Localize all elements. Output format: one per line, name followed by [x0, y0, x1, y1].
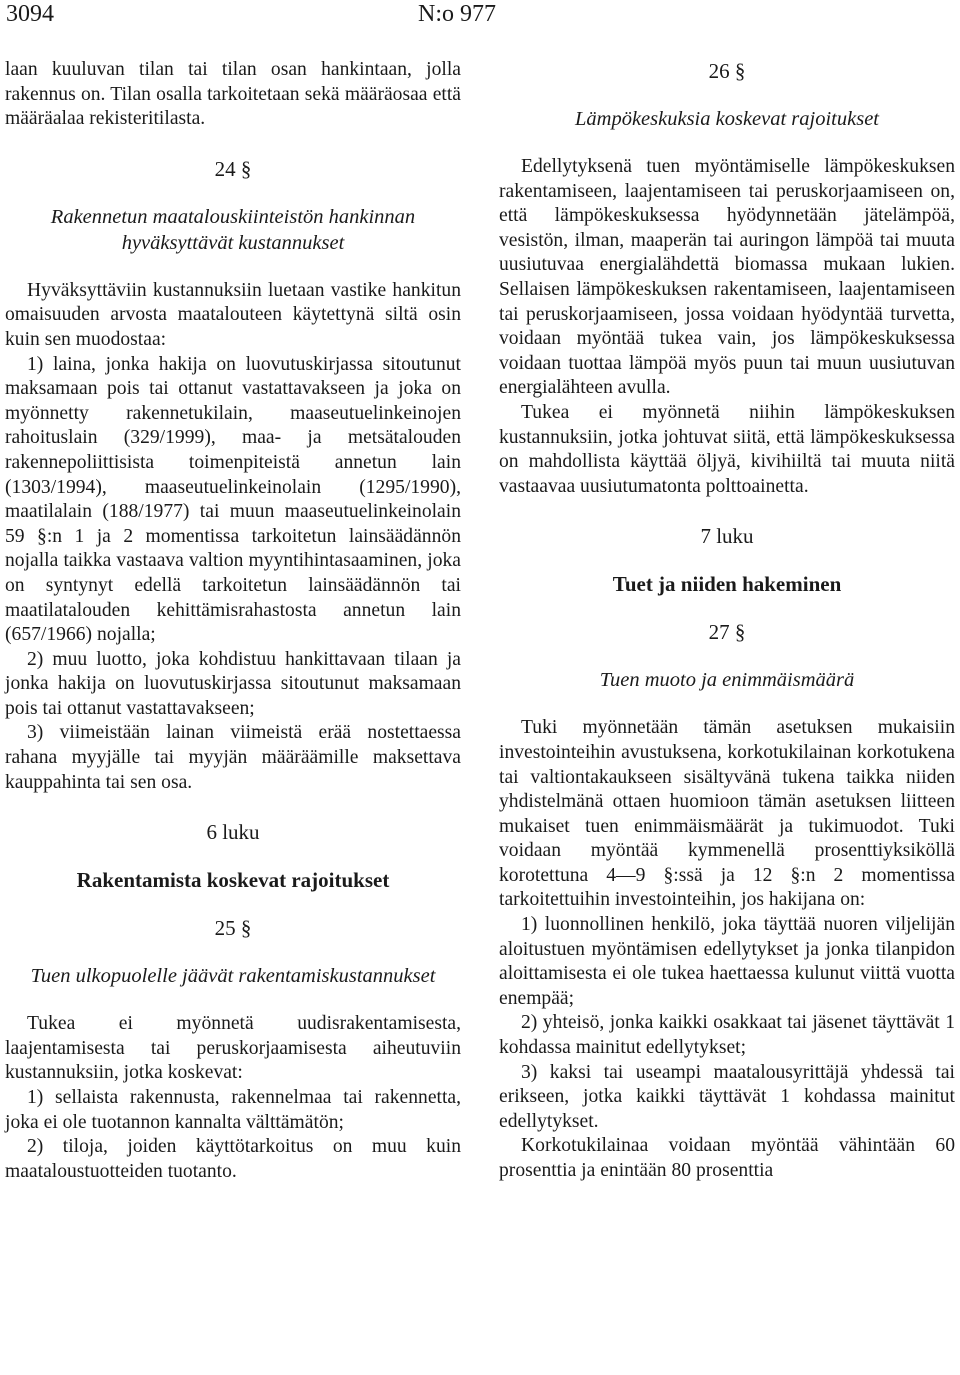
- section-25-number: 25 §: [214, 916, 252, 941]
- section-27-item-2: 2) yhteisö, jonka kaikki osakkaat tai jäsenet täyttävät 1 kohdassa mainitut edellytykset;: [499, 1012, 955, 1059]
- section-27-paragraph-2: Korkotukilainaa voidaan myöntää vähintään 60 prosenttia ja enintään 80 prosenttia: [499, 1135, 955, 1181]
- issue-number: N:o 977: [418, 1, 496, 27]
- intro-paragraph: laan kuuluvan tilan tai tilan osan hankintaan, jolla rakennus on. Tilan osalla tarkoitetaan sekä määräosaa että määräalaa rekisteritilasta.: [5, 59, 461, 130]
- section-26-paragraph-2: Tukea ei myönnetä niihin lämpökeskuksen kustannuksiin, jotka johtuvat siitä, että lämpökeskuksessa on mahdollista käyttää öljyä, kivihiiltä tai muuta niitä vastaavaa uusiutumatonta polttoainetta.: [499, 401, 955, 497]
- section-24-number: 24 §: [214, 156, 252, 181]
- section-24-item-1: 1) laina, jonka hakija on luovutuskirjassa sitoutunut maksamaan pois tai ottanut vastattavakseen ja joka on myönnetty rakennetukilain, maaseutuelinkeinojen rahoituslain (329/1999), maa- ja metsätalouden rakennepoliittisista toimenpiteistä annetun lain (1303/1994), maaseutuelinkeinolain (1295/1990), maatilalain (188/1977) tai muun maaseutuelinkeinolain 59 §:n 1 ja 2 momentissa tarkoitetun lainsäädännön nojalla taikka vastaava valtion myyntihintasaaminen, joka on syntynyt edellä tarkoitetun lainsäädännön tai maatilatalouden kehittämisrahastosta annetun lain (657/1966) nojalla;: [5, 353, 461, 646]
- section-25-item-1: 1) sellaista rakennusta, rakennelmaa tai rakennetta, joka ei ole tuotannon kannalta välttämätön;: [5, 1087, 461, 1133]
- section-24-paragraph-1: Hyväksyttäviin kustannuksiin luetaan vastike hankitun omaisuuden arvosta maatalouteen käytettynä siltä osin kuin sen muodostaa:: [5, 279, 461, 350]
- section-27-item-3: 3) kaksi tai useampi maatalousyrittäjä yhdessä tai erikseen, jotka kaikki täyttävät 1 kohdassa mainitut edellytykset.: [499, 1061, 955, 1132]
- section-27-number: 27 §: [708, 620, 746, 645]
- section-25-item-2: 2) tiloja, joiden käyttötarkoitus on muu kuin maataloustuotteiden tuotanto.: [5, 1136, 461, 1182]
- section-26-number: 26 §: [708, 59, 746, 83]
- section-24-title: Rakennetun maatalouskiinteistön hankinnan hyväksyttävät kustannukset: [50, 205, 416, 254]
- section-26-title: Lämpökeskuksia koskevat rajoitukset: [574, 108, 879, 130]
- section-24-item-3: 3) viimeistään lainan viimeistä erää nostettaessa rahana myyjälle tai myyjän määräämille maksettava kauppahinta tai sen osa.: [5, 722, 461, 793]
- chapter-7-title: Tuet ja niiden hakeminen: [612, 572, 842, 597]
- left-column: [5, 58, 461, 1184]
- chapter-6-title: Rakentamista koskevat rajoitukset: [76, 868, 390, 893]
- right-column: [499, 58, 955, 1184]
- section-25-paragraph-1: Tukea ei myönnetä uudisrakentamisesta, laajentamisesta tai peruskorjaamisesta aiheutuviin kustannuksiin, jotka koskevat:: [5, 1013, 461, 1084]
- section-27-item-1: 1) luonnollinen henkilö, joka täyttää nuoren viljelijän aloitustuen myöntämisen edellytykset ja jonka tilanpidon aloittamisesta ei ole tukea haettaessa kulunut viittä vuotta enempää;: [499, 914, 955, 1009]
- section-27-title: Tuen muoto ja enimmäismäärä: [599, 669, 855, 692]
- chapter-7-number: 7 luku: [700, 524, 754, 549]
- page-header: [6, 0, 536, 28]
- page-number: 3094: [6, 1, 54, 27]
- section-24-item-2: 2) muu luotto, joka kohdistuu hankittavaan tilaan ja jonka hakija on luovutuskirjassa sitoutunut maksamaan pois tai ottanut vastattavakseen;: [5, 648, 461, 719]
- section-27-paragraph-1: Tuki myönnetään tämän asetuksen mukaisiin investointeihin avustuksena, korkotukilainan korkotukena tai valtiontakaukseen sisältyvänä tukena taikka niiden yhdistelmänä ottaen huomioon tämän asetuksen liitteen mukaiset tuen enimmäismäärät ja tukimuodot. Tuki voidaan myöntää kymmenellä prosenttiyksiköllä korotettuna 4—9 §:ssä ja 12 §:n 2 momentissa tarkoitettuihin investointeihin, jos hakijana on:: [499, 717, 955, 911]
- section-25-title: Tuen ulkopuolelle jäävät rakentamiskustannukset: [30, 965, 436, 988]
- chapter-6-number: 6 luku: [206, 820, 260, 845]
- section-26-paragraph-1: Edellytyksenä tuen myöntämiselle lämpökeskuksen rakentamiseen, laajentamiseen tai peruskorjaamiseen on, että lämpökeskuksessa hyödynnetään jätelämpöä, vesistön, ilman, maaperän tai auringon lämpöä tai muuta uusiutuvaa energialähdettä biomassa mukaan lukien. Sellaisen lämpökeskuksen rakentamiseen, laajentamiseen tai peruskorjaamiseen, jossa voidaan hyödyntää turvetta, voidaan myöntää tukea vain, jos lämpökeskuksessa voidaan tuottaa lämpöä myös puun tai muun uusiutuvan energialähteen avulla.: [499, 156, 955, 399]
